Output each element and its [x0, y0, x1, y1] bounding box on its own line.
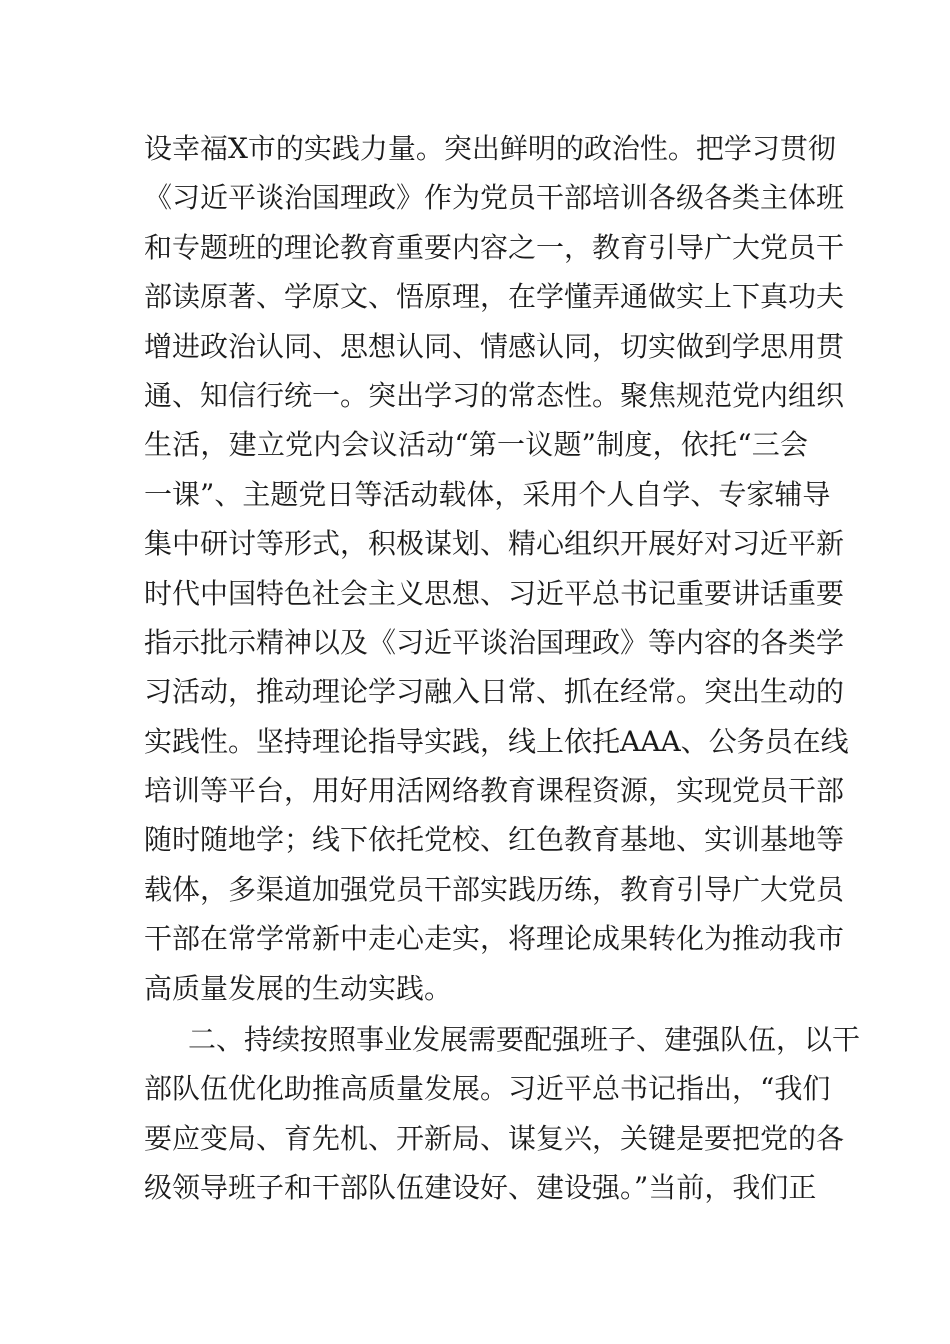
text-line: 生活，建立党内会议活动“第一议题”制度，依托“三会	[144, 428, 808, 462]
text-line: 二、持续按照事业发展需要配强班子、建强队伍，以干	[188, 1023, 861, 1057]
text-line: 要应变局、育先机、开新局、谋复兴，关键是要把党的各	[144, 1121, 845, 1155]
text-line: 指示批示精神以及《习近平谈治国理政》等内容的各类学	[144, 625, 845, 659]
text-line: 和专题班的理论教育重要内容之一，教育引导广大党员干	[144, 230, 845, 264]
text-line: 增进政治认同、思想认同、情感认同，切实做到学思用贯	[144, 329, 845, 363]
text-line: 习活动，推动理论学习融入日常、抓在经常。突出生动的	[144, 675, 845, 709]
paragraph-2	[144, 1015, 861, 1213]
text-line: 部读原著、学原文、悟原理，在学懂弄通做实上下真功夫	[144, 280, 845, 314]
body-text	[144, 124, 861, 1213]
paragraph-1	[144, 124, 849, 1013]
text-line: 一课”、主题党日等活动载体，采用个人自学、专家辅导	[144, 477, 831, 511]
text-line: 部队伍优化助推高质量发展。习近平总书记指出，“我们	[144, 1072, 831, 1106]
text-line: 设幸福X市的实践力量。突出鲜明的政治性。把学习贯彻	[144, 132, 836, 165]
text-line: 干部在常学常新中走心走实，将理论成果转化为推动我市	[144, 922, 845, 956]
text-line: 《习近平谈治国理政》作为党员干部培训各级各类主体班	[144, 181, 845, 215]
text-line: 载体，多渠道加强党员干部实践历练，教育引导广大党员	[144, 872, 845, 906]
text-line: 培训等平台，用好用活网络教育课程资源，实现党员干部	[144, 774, 845, 808]
text-line: 级领导班子和干部队伍建设好、建设强。”当前，我们正	[144, 1171, 817, 1205]
text-line: 集中研讨等形式，积极谋划、精心组织开展好对习近平新	[144, 527, 845, 561]
text-line: 实践性。坚持理论指导实践，线上依托AAA、公务员在线	[144, 724, 849, 758]
text-line: 通、知信行统一。突出学习的常态性。聚焦规范党内组织	[144, 378, 845, 412]
text-line: 随时随地学；线下依托党校、红色教育基地、实训基地等	[144, 823, 845, 857]
text-line: 高质量发展的生动实践。	[144, 971, 453, 1005]
text-line: 时代中国特色社会主义思想、习近平总书记重要讲话重要	[144, 576, 845, 610]
